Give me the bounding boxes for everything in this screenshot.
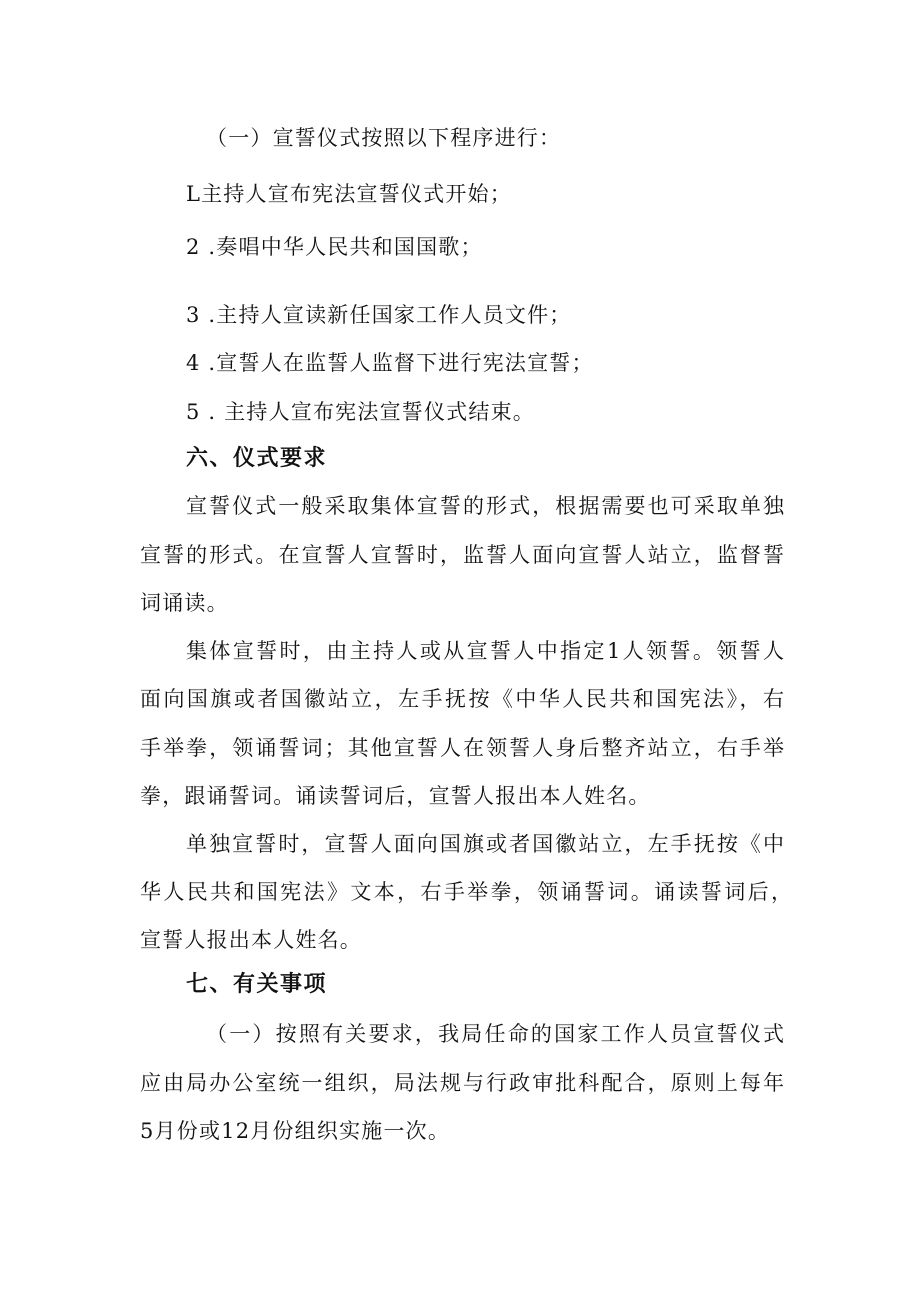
paragraph-line: 词诵读。 (140, 591, 229, 615)
procedure-step: 4 .宣誓人在监誓人监督下进行宪法宣誓； (186, 351, 594, 375)
paragraph-line: 华人民共和国宪法》文本，右手举拳，领诵誓词。诵读誓词后， (140, 880, 792, 904)
paragraph-line: （一）按照有关要求，我局任命的国家工作人员宣誓仪式 (206, 1022, 784, 1046)
paragraph-line: 面向国旗或者国徽站立，左手抚按《中华人民共和国宪法》，右 (140, 687, 784, 711)
section-heading-6: 六、仪式要求 (186, 446, 328, 471)
procedure-step: L主持人宣布宪法宣誓仪式开始； (186, 182, 512, 206)
paragraph-line: 拳，跟诵誓词。诵读誓词后，宣誓人报出本人姓名。 (140, 784, 651, 808)
paragraph-line: 集体宣誓时，由主持人或从宣誓人中指定1人领誓。领誓人 (186, 639, 784, 663)
procedure-intro: （一）宣誓仪式按照以下程序进行： (206, 126, 562, 150)
paragraph-line: 单独宣誓时，宣誓人面向国旗或者国徽站立，左手抚按《中 (186, 832, 784, 856)
section-heading-7: 七、有关事项 (186, 972, 328, 997)
paragraph-line: 5月份或12月份组织实施一次。 (140, 1119, 451, 1143)
procedure-step: 2 .奏唱中华人民共和国国歌； (186, 235, 483, 259)
paragraph-line: 手举拳，领诵誓词；其他宣誓人在领誓人身后整齐站立，右手举 (140, 736, 784, 760)
paragraph-line: 宣誓仪式一般采取集体宣誓的形式，根据需要也可采取单独 (186, 494, 784, 518)
procedure-step: 5 . 主持人宣布宪法宣誓仪式结束。 (186, 400, 535, 424)
paragraph-line: 宣誓人报出本人姓名。 (140, 928, 362, 952)
paragraph-line: 应由局办公室统一组织，局法规与行政审批科配合，原则上每年 (140, 1071, 784, 1095)
procedure-step: 3 .主持人宣读新任国家工作人员文件； (186, 303, 572, 327)
paragraph-line: 宣誓的形式。在宣誓人宣誓时，监誓人面向宣誓人站立，监督誓 (140, 543, 784, 567)
